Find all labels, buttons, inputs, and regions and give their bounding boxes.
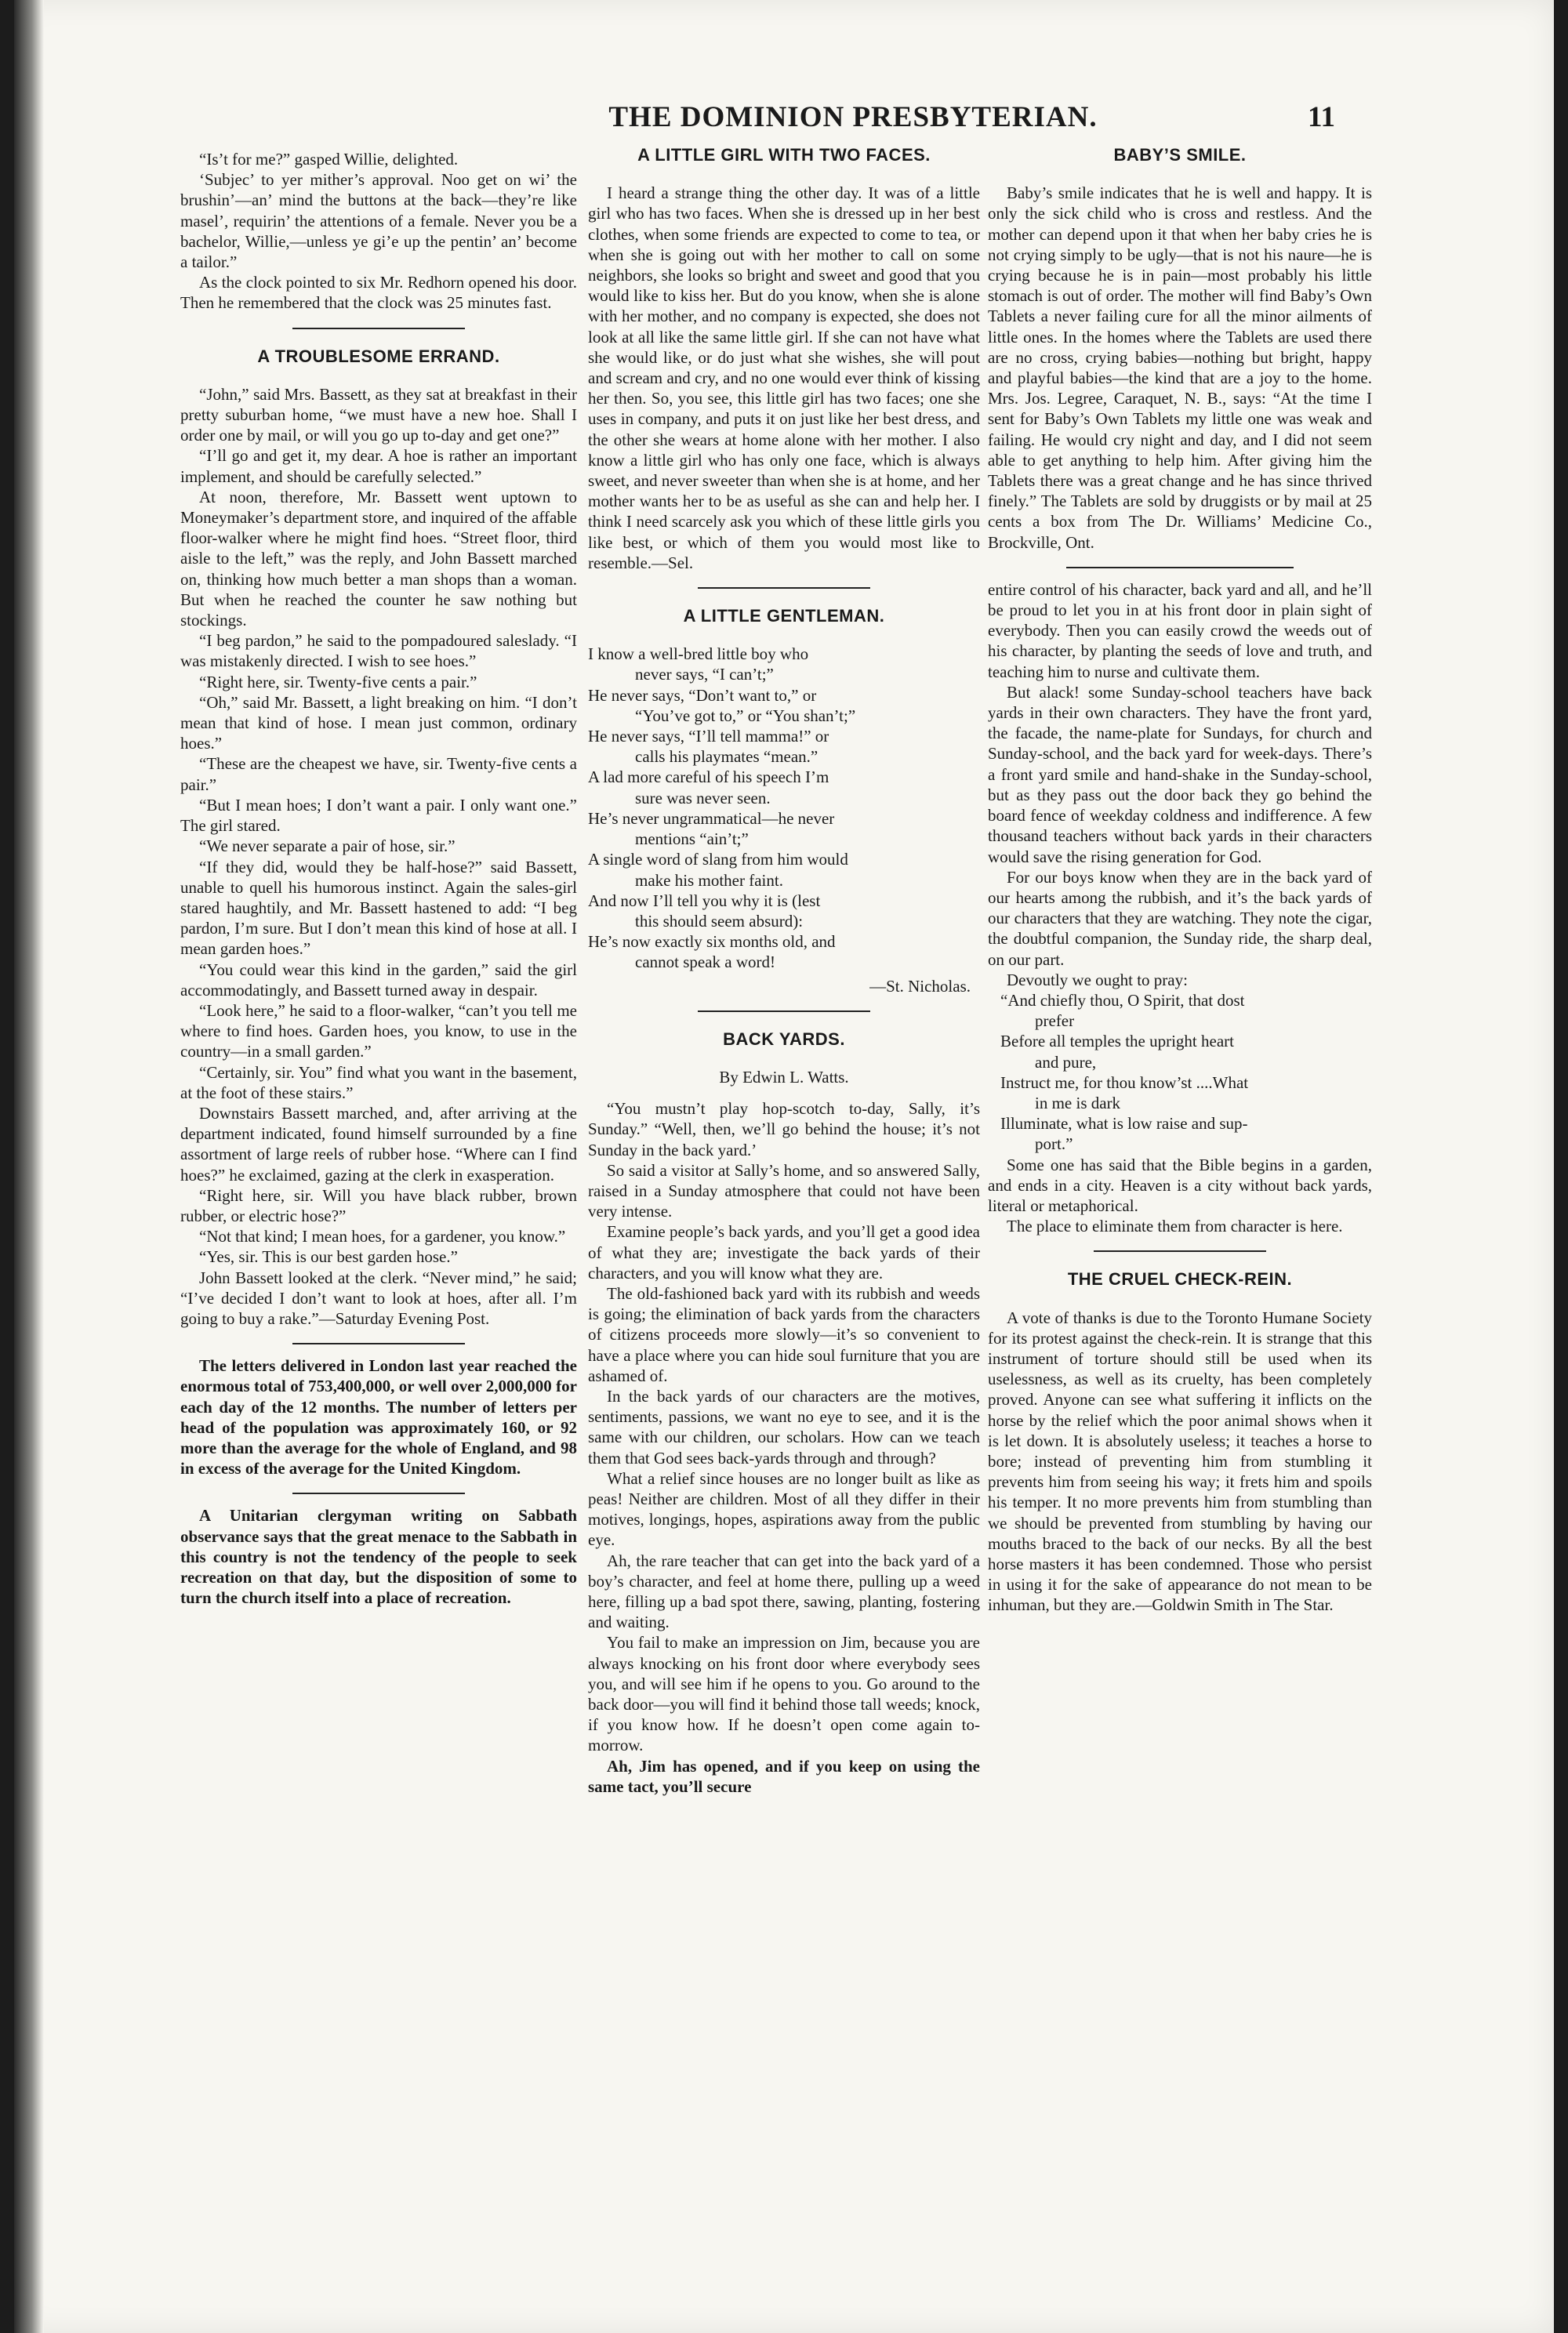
hymn-quote bbox=[988, 990, 1372, 1155]
paragraph: A vote of thanks is due to the Toronto Humane Society for its protest against the check-rein. It is strange that this instrument of torture should still be used when its uselessness, as well as its cruelty, has been completely proved. Anyone can see what suffering it inflicts on the horse by the relief which the poor animal shows when it is let down. It is absolutely useless; it teaches a horse to bore; instead of preventing him from stumbling it prevents him from seeing his way; it frets him and spoils his temper. It no more prevents him from stumbling than we should be prevented from stumbling by having our mouths braced to the back of our necks. By all the best horse masters it has been condemned. Those who persist in using it for the sake of appearance do not mean to be inhuman, but they are.—Goldwin Smith in The Star. bbox=[988, 1308, 1372, 1615]
paragraph: “These are the cheapest we have, sir. Twenty-five cents a pair.” bbox=[180, 754, 577, 794]
paragraph: As the clock pointed to six Mr. Redhorn opened his door. Then he remembered that the clock was 25 minutes fast. bbox=[180, 273, 577, 313]
paragraph: “Right here, sir. Twenty-five cents a pair.” bbox=[199, 672, 477, 691]
paragraph: “Certainly, sir. You” find what you want in the basement, at the foot of these stairs.” bbox=[180, 1062, 577, 1102]
paragraph: But alack! some Sunday-school teachers have back yards in their own characters. They have the front yard, the facade, the name-plate for Sundays, for church and Sunday-school, and the back yard for week-days. There’s a front yard smile and hand-shake in the Sunday-school, but as they pass out the door back they go behind the board fence of weekday coldness and indifference. A few thousand teachers without back yards in their characters would save the rising generation for God. bbox=[988, 682, 1372, 866]
paragraph: You fail to make an impression on Jim, because you are always knocking on his front door where everybody sees you, and will see him if he opens to you. Go around to the back door—you will find it behind those tall weeds; knock, if you know how. If he doesn’t open come again to-morrow. bbox=[588, 1633, 980, 1755]
poem-line: He’s never ungrammatical—he never bbox=[588, 808, 835, 828]
section-rule bbox=[1066, 567, 1294, 568]
article-heading-girl: A LITTLE GIRL WITH TWO FACES. bbox=[637, 145, 931, 165]
hymn-line: port.” bbox=[1035, 1134, 1073, 1154]
paragraph: At noon, therefore, Mr. Bassett went uptown to Moneymaker’s department store, and inquired of the affable floor-walker where he might find hoes. “Street floor, third aisle to the left,” was the reply, and John Bassett marched on, thinking how much better a man shops than a woman. But when he reached the counter he saw nothing but stockings. bbox=[180, 487, 577, 630]
poem-line: never says, “I can’t;” bbox=[635, 665, 774, 684]
hymn-line: prefer bbox=[1035, 1011, 1075, 1031]
byline: By Edwin L. Watts. bbox=[719, 1067, 849, 1087]
paragraph: entire control of his character, back yard and all, and he’ll be proud to let you in at his front door in plain sight of everybody. Then you can easily crowd the weeds out of his character, by planting the seeds of love and truth, and teaching him to nurse and cultivate them. bbox=[988, 579, 1372, 681]
paragraph: “Oh,” said Mr. Bassett, a light breaking on him. “I don’t mean that kind of hose. I mean just common, ordinary hoes.” bbox=[180, 692, 577, 753]
poem-line: A single word of slang from him would bbox=[588, 850, 848, 869]
paragraph: “You mustn’t play hop-scotch to-day, Sally, it’s Sunday.” “Well, then, we’ll go behind the house; it’s not Sunday in the back yard.’ bbox=[588, 1099, 980, 1159]
masthead-title: THE DOMINION PRESBYTERIAN. bbox=[608, 101, 1098, 133]
paragraph: “Not that kind; I mean hoes, for a gardener, you know.” bbox=[199, 1227, 566, 1246]
poem-line: He never says, “I’ll tell mamma!” or bbox=[588, 727, 829, 746]
paragraph: Ah, the rare teacher that can get into the back yard of a boy’s character, and feel at home there, pulling up a weed here, filling up a bad spot there, sawing, planting, fostering and waiting. bbox=[588, 1551, 980, 1632]
poem-line: He never says, “Don’t want to,” or bbox=[588, 685, 817, 705]
paragraph: Examine people’s back yards, and you’ll get a good idea of what they are; investigate the back yards of their characters, and you will know what they are. bbox=[588, 1222, 980, 1283]
poem-line: I know a well-bred little boy who bbox=[588, 644, 809, 664]
paragraph: I heard a strange thing the other day. It was of a little girl who has two faces. When she is dressed up in her best clothes, when some friends are expected to come to tea, or when she is going out with her mother to call on some neighbors, she looks so bright and sweet and good that you would like to kiss her. But do you know, when she is alone with her mother, and no company is expected, she does not look at all like the same little girl. If she can not have what she would like, or do just what she wishes, she will pout and scream and cry, and no one would ever think of kissing her then. So, you see, this little girl has two faces; one she uses in company, and puts it on just like her best dress, and the other she wears at home alone with her mother. I also know a little girl who has only one face, which is always sweet, and never sweeter than when she is at home, and her mother wants her to be as useful as she can and help her. I think I need scarcely ask you which of these little girls you like best, or which of them you would most like to resemble.—Sel. bbox=[588, 183, 980, 572]
paragraph-letters: The letters delivered in London last year reached the enormous total of 753,400,000, or well over 2,000,000 for each day of the 12 months. The number of letters per head of the population was approximately 160, or 92 more than the average for the whole of England, and 98 in excess of the average for the United Kingdom. bbox=[180, 1356, 577, 1479]
paragraph: Some one has said that the Bible begins in a garden, and ends in a city. Heaven is a city without back yards, literal or metaphorical. bbox=[988, 1155, 1372, 1215]
article-heading-gentleman: A LITTLE GENTLEMAN. bbox=[683, 606, 885, 626]
paragraph: “Yes, sir. This is our best garden hose.” bbox=[199, 1247, 458, 1267]
column-1 bbox=[180, 149, 577, 1608]
poem-line: cannot speak a word! bbox=[635, 952, 776, 972]
section-rule bbox=[292, 328, 465, 329]
hymn-line: Instruct me, for thou know’st ....What bbox=[1000, 1072, 1249, 1092]
poem-credit: —St. Nicholas. bbox=[869, 976, 971, 996]
poem-line: calls his playmates “mean.” bbox=[635, 747, 818, 767]
poem-line: And now I’ll tell you why it is (lest bbox=[588, 891, 821, 910]
section-rule bbox=[292, 1343, 465, 1344]
paragraph: “I’ll go and get it, my dear. A hoe is rather an important implement, and should be carefully selected.” bbox=[180, 446, 577, 486]
paragraph: Ah, Jim has opened, and if you keep on using the same tact, you’ll secure bbox=[588, 1756, 980, 1796]
article-heading-yards: BACK YARDS. bbox=[723, 1029, 845, 1049]
article-heading-errand: A TROUBLESOME ERRAND. bbox=[257, 346, 500, 366]
paragraph: “I beg pardon,” he said to the pompadoured saleslady. “I was mistakenly directed. I wish to see hoes.” bbox=[180, 631, 577, 671]
poem-line: A lad more careful of his speech I’m bbox=[588, 767, 829, 787]
paragraph: The old-fashioned back yard with its rubbish and weeds is going; the elimination of back yards from the characters of citizens proceeds more slowly—it’s so convenient to have a place where you can hide soul furniture that you are ashamed of. bbox=[588, 1283, 980, 1385]
hymn-line: in me is dark bbox=[1035, 1093, 1121, 1112]
hymn-line: Illuminate, what is low raise and sup- bbox=[1000, 1114, 1248, 1134]
paragraph: Baby’s smile indicates that he is well and happy. It is only the sick child who is cross and restless. And the mother can depend upon it that when her baby cries he is not crying simply to be ugly—that is not his naure—he is crying because he is in pain—most probably his little stomach is out of order. The mother will find Baby’s Own Tablets a never failing cure for all the minor ailments of little ones. In the homes where the Tablets are used there are no cross, crying babies—nothing but bright, happy and playful babies—the kind that are a joy to the home. Mrs. Jos. Legree, Caraquet, N. B., says: “At the time I sent for Baby’s Own Tablets my little one was weak and failing. He would cry night and day, and I did not seem able to get anything to help him. After giving him the Tablets there was a great change and he has since thrived finely.” The Tablets are sold by druggists or by mail at 25 cents a box from The Dr. Williams’ Medicine Co., Brockville, Ont. bbox=[988, 183, 1372, 552]
paragraph: Downstairs Bassett marched, and, after arriving at the department indicated, found himself surrounded by a fine assortment of large reels of rubber hose. “Where can I find hoes?” he exclaimed, gazing at the clerk in exasperation. bbox=[180, 1103, 577, 1185]
paragraph: John Bassett looked at the clerk. “Never mind,” he said; “I’ve decided I don’t want to look at hoes, after all. I’m going to buy a rake.”—Saturday Evening Post. bbox=[180, 1268, 577, 1328]
poem-line: mentions “ain’t;” bbox=[635, 829, 749, 849]
hymn-line: and pure, bbox=[1035, 1052, 1097, 1072]
paragraph: “Right here, sir. Will you have black rubber, brown rubber, or electric hose?” bbox=[180, 1185, 577, 1225]
paragraph: “Is’t for me?” gasped Willie, delighted. bbox=[199, 150, 459, 169]
paragraph: The place to eliminate them from character is here. bbox=[1007, 1217, 1343, 1236]
paragraph: “John,” said Mrs. Bassett, as they sat at breakfast in their pretty suburban home, “we must have a new hoe. Shall I order one by mail, or will you go up to-day and get one?” bbox=[180, 384, 577, 445]
poem-line: He’s now exactly six months old, and bbox=[588, 932, 836, 952]
article-heading-smile: BABY’S SMILE. bbox=[1113, 145, 1247, 165]
poem bbox=[588, 644, 980, 972]
section-rule bbox=[1094, 1250, 1266, 1252]
hymn-line: “And chiefly thou, O Spirit, that dost bbox=[1000, 990, 1245, 1010]
paragraph: For our boys know when they are in the back yard of our hearts among the rubbish, and it’s the back yards of our characters that they are watching. They note the cigar, the doubtful companion, the Sunday ride, the sharp deal, on our part. bbox=[988, 867, 1372, 969]
paragraph-unitarian: A Unitarian clergyman writing on Sabbath observance says that the great menace to the Sabbath in this country is not the tendency of the people to seek recreation on that day, but the disposition of some to turn the church itself into a place of recreation. bbox=[180, 1506, 577, 1608]
column-3 bbox=[988, 145, 1372, 1616]
paragraph: In the back yards of our characters are the motives, sentiments, passions, we want no eye to see, and it is the same with our children, our scholars. How can we teach them that God sees back-yards through and through? bbox=[588, 1386, 980, 1468]
paragraph: “You could wear this kind in the garden,” said the girl accommodatingly, and Bassett turned away in despair. bbox=[180, 960, 577, 1000]
poem-line: this should seem absurd): bbox=[635, 911, 804, 931]
paragraph: “If they did, would they be half-hose?” said Bassett, unable to quell his humorous instinct. Again the sales-girl stared haughtily, and Mr. Bassett hastened to add: “I beg pardon, I’m sure. But I don’t mean this kind of hose at all. I mean garden hoes.” bbox=[180, 857, 577, 959]
paragraph: Devoutly we ought to pray: bbox=[1007, 970, 1188, 989]
column-2 bbox=[588, 145, 980, 1797]
paragraph: “But I mean hoes; I don’t want a pair. I only want one.” The girl stared. bbox=[180, 795, 577, 836]
binding-shadow bbox=[14, 0, 44, 2333]
article-heading-rein: THE CRUEL CHECK-REIN. bbox=[1067, 1269, 1293, 1290]
newspaper-page bbox=[14, 0, 1554, 2333]
hymn-line: Before all temples the upright heart bbox=[1000, 1032, 1234, 1051]
paragraph: So said a visitor at Sally’s home, and so answered Sally, raised in a Sunday atmosphere that could not have been very intense. bbox=[588, 1160, 980, 1221]
page-number: 11 bbox=[1308, 101, 1335, 133]
paragraph: What a relief since houses are no longer built as like as peas! Neither are children. Most of all they differ in their motives, longings, hopes, aspirations away from the public eye. bbox=[588, 1468, 980, 1550]
poem-line: make his mother faint. bbox=[635, 870, 783, 890]
poem-line: sure was never seen. bbox=[635, 788, 771, 807]
section-rule bbox=[292, 1493, 465, 1494]
paragraph: “We never separate a pair of hose, sir.” bbox=[199, 836, 456, 856]
section-rule bbox=[698, 587, 870, 589]
paragraph: “Look here,” he said to a floor-walker, “can’t you tell me where to find hoes. Garden hoes, you know, to use in the country—in a small garden.” bbox=[180, 1000, 577, 1061]
section-rule bbox=[698, 1010, 870, 1012]
paragraph: ‘Subjec’ to yer mither’s approval. Noo get on wi’ the brushin’—an’ mind the buttons at the back—they’re like masel’, requirin’ the attentions of a female. Never you be a bachelor, Willie,—unless ye gi’e up the pentin’ an’ become a tailor.” bbox=[180, 170, 577, 272]
poem-line: “You’ve got to,” or “You shan’t;” bbox=[635, 706, 856, 725]
